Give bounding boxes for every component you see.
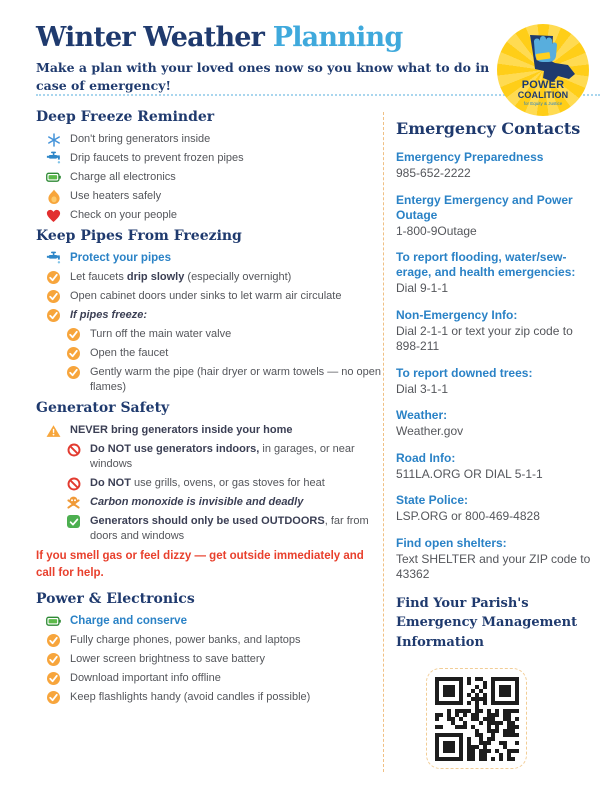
check-circle-icon	[46, 633, 61, 648]
logo-line1: POWER	[521, 79, 565, 91]
list-item: Generators should only be used OUTDOORS, far from doors and windows	[66, 514, 381, 544]
check-circle-icon	[46, 671, 61, 686]
check-square-icon	[66, 514, 81, 529]
parish-info-heading: Find Your Parish's Emergency Management Information	[396, 595, 578, 650]
column-divider	[383, 112, 384, 772]
list-item: Turn off the main water valve	[66, 327, 381, 342]
main-content	[36, 108, 381, 709]
skull-crossbones-icon	[66, 495, 81, 510]
section-heading: Power & Electronics	[36, 591, 195, 607]
section-heading: Deep Freeze Reminder	[36, 109, 215, 125]
flame-icon	[46, 189, 61, 204]
no-entry-icon	[66, 442, 81, 457]
section-generator	[36, 399, 381, 582]
list-item: Drip faucets to prevent frozen pipes	[46, 151, 381, 166]
check-circle-icon	[66, 365, 81, 380]
battery-icon	[46, 170, 61, 185]
section-power	[36, 590, 381, 705]
snowflake-icon	[46, 132, 61, 147]
emergency-contacts-sidebar	[396, 120, 600, 769]
check-circle-icon	[46, 652, 61, 667]
warning-triangle-icon	[46, 423, 61, 438]
list-item: Lower screen brightness to save battery	[46, 652, 381, 667]
logo-tagline: for Equity & Justice	[523, 101, 563, 106]
check-circle-icon	[46, 270, 61, 285]
contact-entry: Non-Emergency Info: Dial 2-1-1 or text your zip code to 898-211	[396, 307, 573, 353]
list-item: Download important info offline	[46, 671, 381, 686]
gas-warning-text: If you smell gas or feel dizzy — get outside immediately and call for help.	[36, 550, 364, 579]
list-item: If pipes freeze:	[46, 308, 381, 323]
louisiana-fist-icon	[497, 24, 589, 116]
list-item: Charge all electronics	[46, 170, 381, 185]
heart-icon	[46, 208, 61, 223]
check-circle-icon	[66, 327, 81, 342]
no-entry-icon	[66, 476, 81, 491]
list-item: Gently warm the pipe (hair dryer or warm towels — no open flames)	[66, 365, 381, 395]
contact-entry: Road Info: 511LA.ORG OR DIAL 5-1-1	[396, 450, 543, 481]
section-heading: Generator Safety	[36, 400, 170, 416]
list-item: Do NOT use generators indoors, in garages, or near windows	[66, 442, 381, 472]
subsection-lead: Charge and conserve	[70, 615, 187, 627]
section-heading: Keep Pipes From Freezing	[36, 228, 242, 244]
contact-entry: To report flooding, water/sew-erage, and health emergencies: Dial 9-1-1	[396, 250, 576, 295]
check-circle-icon	[46, 690, 61, 705]
qr-code	[426, 668, 527, 769]
contact-entry: Entergy Emergency and Power Outage 1-800-9Outage	[396, 192, 573, 238]
contact-entry: Emergency Preparedness 985-652-2222	[396, 150, 544, 180]
logo-line2: COALITION	[517, 90, 569, 100]
list-item: Check on your people	[46, 208, 381, 223]
list-item: Open cabinet doors under sinks to let warm air circulate	[46, 289, 381, 304]
sidebar-heading: Emergency Contacts	[396, 119, 581, 138]
list-item: Don't bring generators inside	[46, 132, 381, 147]
subsection-lead: Protect your pipes	[70, 252, 171, 264]
check-circle-icon	[46, 289, 61, 304]
faucet-icon	[46, 251, 61, 266]
list-item: Keep flashlights handy (avoid candles if possible)	[46, 690, 381, 705]
page-title-dark: Winter Weather	[36, 22, 265, 53]
page-title-accent: Planning	[272, 22, 403, 53]
list-item	[46, 614, 381, 629]
list-item: Do NOT use grills, ovens, or gas stoves for heat	[66, 476, 381, 491]
list-item	[46, 251, 381, 266]
check-circle-icon	[46, 308, 61, 323]
battery-icon	[46, 614, 61, 629]
power-coalition-logo	[497, 24, 589, 116]
list-item: Carbon monoxide is invisible and deadly	[66, 495, 381, 510]
contact-entry: State Police: LSP.ORG or 800-469-4828	[396, 493, 540, 523]
faucet-icon	[46, 151, 61, 166]
section-deep-freeze	[36, 108, 381, 223]
contact-entry: To report downed trees: Dial 3-1-1	[396, 365, 533, 396]
contact-entry: Find open shelters: Text SHELTER and your ZIP code to 43362	[396, 535, 591, 581]
check-circle-icon	[66, 346, 81, 361]
contact-entry: Weather: Weather.gov	[396, 408, 464, 438]
list-item: Use heaters safely	[46, 189, 381, 204]
list-item: Open the faucet	[66, 346, 381, 361]
section-pipes	[36, 227, 381, 395]
page-title	[36, 22, 402, 53]
list-item: Fully charge phones, power banks, and laptops	[46, 633, 381, 648]
list-item: Let faucets drip slowly (especially overnight)	[46, 270, 381, 285]
page-subtitle: Make a plan with your loved ones now so you know what to do in case of emergency!	[36, 60, 490, 93]
list-item: NEVER bring generators inside your home	[46, 423, 381, 438]
